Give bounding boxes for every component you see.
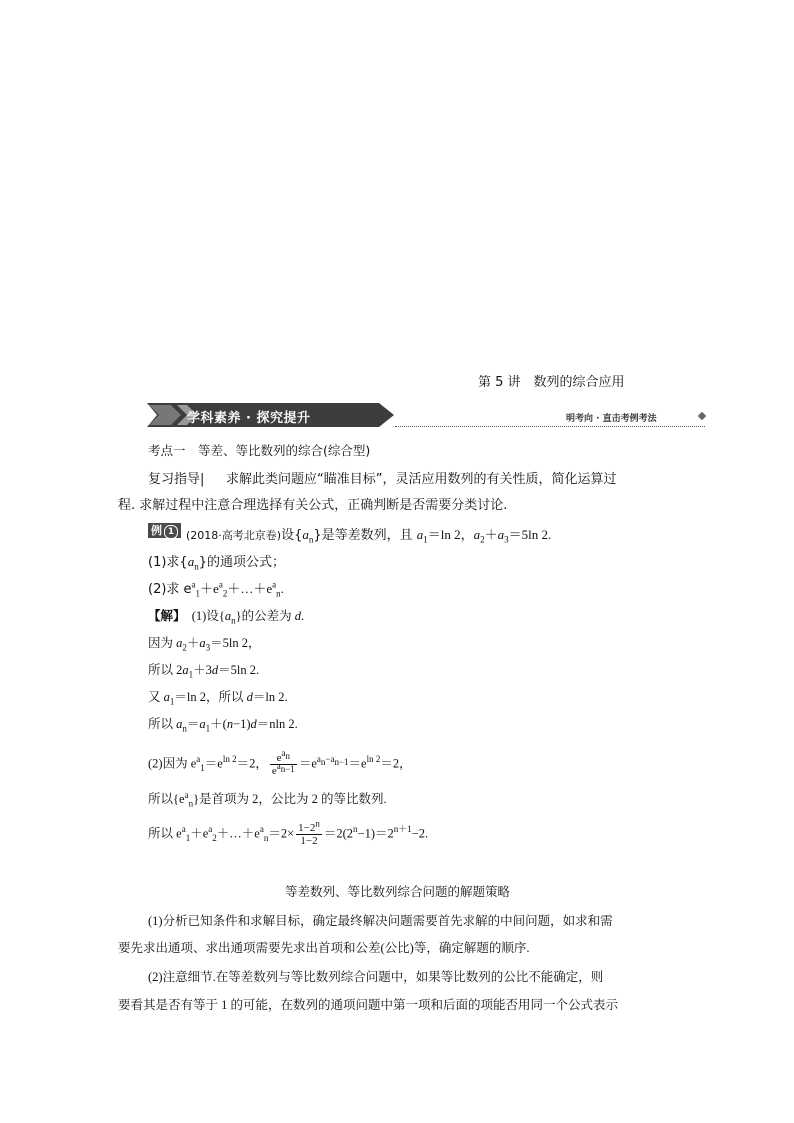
example-source: (2018·高考北京卷) [186,529,282,542]
diamond-icon [698,412,706,420]
strategy-p1-line-1: (1)分析已知条件和求解目标，确定最终解决问题需要首先求解的中间问题，如求和需 [148,914,613,928]
step-text: 所以 [148,717,177,731]
step-text: ＝5ln 2. [218,663,260,677]
step-text: 因为 [148,636,177,650]
q2-text: (2)求 e [148,582,192,597]
example-stem: (2018·高考北京卷)设$\{a_n\}$是等差数列，且 $a_1=\ln$ 2，$a_2+a_3=5\ln$ 2. [186,527,552,545]
q1-text: (1)求{ [148,555,188,570]
chapter-title: 第 5 讲 数列的综合应用 [478,375,625,390]
strategy-p2-line-2: 要看其是否有等于 1 的可能，在数列的通项问题中第一项和后面的项能否用同一个公式表示 [118,998,619,1012]
step-text: ＝nln 2. [256,717,298,731]
step-text: ＝2(2 [323,826,354,841]
banner-label-wrap [147,401,394,429]
strategy-p2-line-1: (2)注意细节.在等差数列与等比数列综合问题中，如果等比数列的公比不能确定，则 [148,970,604,984]
step-text: ＝e [204,756,223,771]
step-text: ＝5ln 2， [210,636,261,650]
condition-2: ＝5ln 2. [508,527,552,542]
example-badge-label: 例 [151,524,162,537]
sum-fraction: $\frac{1-2^n}{1-2}$ [298,818,320,847]
solution-step-2: 因为 $a_2+a_3=5\ln$ 2， [148,636,261,653]
solution-step-8: 所以 $e^a_1+e^a_2+\dots+e^a_n=2\times$ $\frac{1-2^n}{1-2}$ $=2(2^n-1)=2^{n+1}-2$. [148,818,429,847]
strategy-p1-line-2: 要先求出通项、求出通项需要先求出首项和公差(公比)等，确定解题的顺序. [118,941,530,955]
step-text: 所以 2 [148,663,183,677]
guide-label: 复习指导| [148,472,205,487]
q1-text: }的通项公式； [198,555,285,570]
question-2: (2)求 $e^a_1+e^a_2+\dots+e^a_n$. [148,579,284,599]
banner-subtitle: 明考向 · 直击考例考法 [566,414,657,424]
solution-step-7: 所以$\{e^a_n\}$是首项为 2，公比为 2 的等比数列. [148,789,387,809]
question-1: (1)求$\{a_n\}$的通项公式； [148,554,285,572]
stem-text: 设{ [281,528,303,543]
guide-text-line-2: 程. 求解过程中注意合理选择有关公式，正确判断是否需要分类讨论. [118,498,508,513]
solution-step-5: 所以 $a_n=a_1+(n-1)d=nln$ 2. [148,717,298,734]
guide-text-line-1: 求解此类问题应“瞄准目标”，灵活应用数列的有关性质，简化运算过 [226,472,617,487]
solution-step-4: 又 $a_1=\ln$ 2，所以 d＝ln 2. [148,690,288,707]
section-title: 考点一 等差、等比数列的综合(综合型) [148,443,371,458]
step-text: }的公差为 [235,609,295,623]
solution-step-3: 所以 $2a_1+3d=5\ln$ 2. [148,663,260,680]
solution-step-1: 【解】 (1)设$\{a_n\}$的公差为 d. [148,608,305,626]
condition-1: ＝ln 2， [427,527,474,542]
stem-text: }是等差数列，且 [313,528,417,543]
step-text: 所以 e [148,826,182,841]
step-text: (2)因为 e [148,756,197,771]
banner-divider [395,426,705,427]
solution-label: 【解】 [148,608,186,623]
banner-title: 学科素养 · 探究提升 [187,411,311,426]
step-text: −2. [411,826,429,841]
step-text: ＝ln 2，所以 [174,690,247,704]
step-text: }是首项为 2，公比为 2 的等比数列. [193,792,387,806]
example-badge-number: 1 [164,525,178,539]
step-text: 又 [148,690,164,704]
solution-step-6: (2)因为 $e^a_1=e^{ln 2}=2$， $\frac{e^{a_n}}{e^{a_{n-1}}}$ $=e^{a_n-a_{n-1}}=e^{ln 2}=2$， [148,748,412,777]
ratio-fraction: $\frac{e^{a_n}}{e^{a_{n-1}}}$ [271,748,295,777]
step-text: 所以{e [148,792,185,806]
step-text: ＝ln 2. [252,690,288,704]
step-text: ＝2， [380,756,412,771]
strategy-title: 等差数列、等比数列综合问题的解题策略 [285,884,511,899]
step-text: (1)设{ [191,609,225,623]
example-badge [148,523,181,538]
